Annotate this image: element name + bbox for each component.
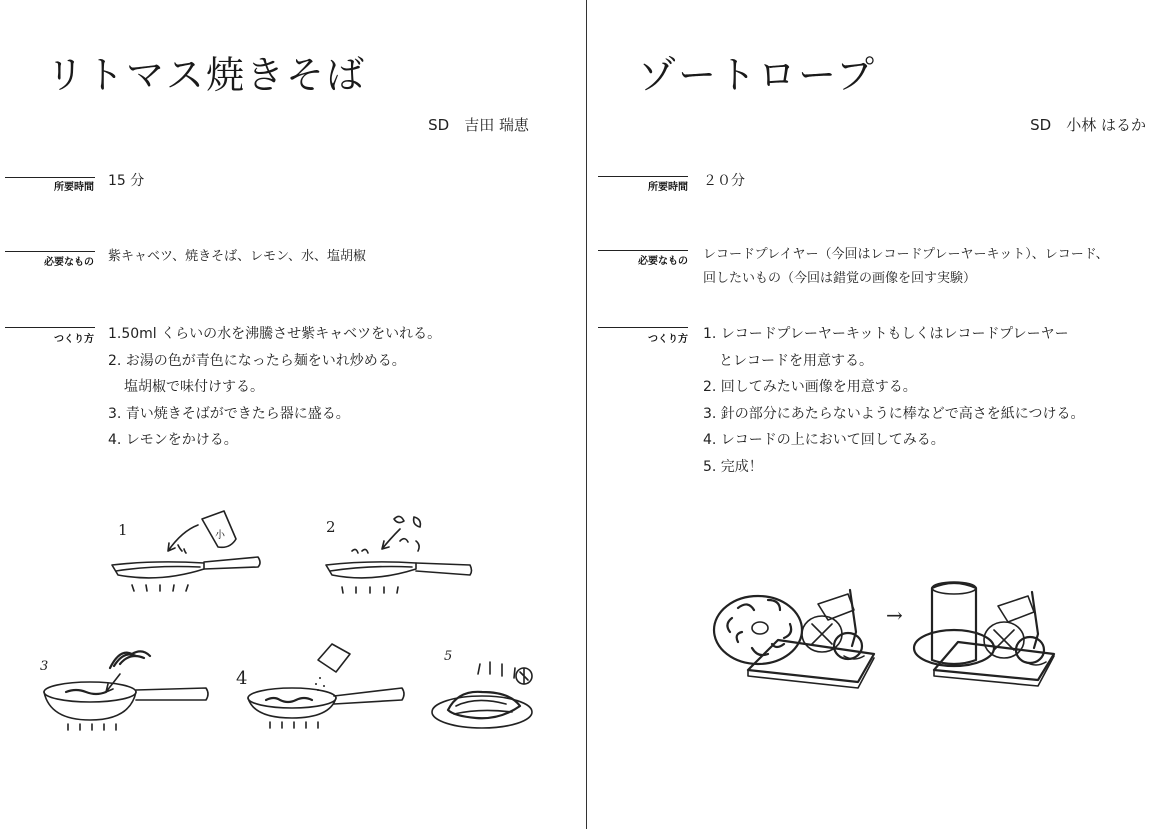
steps-label: つくり方 — [648, 334, 688, 345]
step-item: 3. 針の部分にあたらないように棒などで高さを紙につける。 — [703, 405, 1085, 422]
step-item: 1.50ml くらいの水を沸騰させ紫キャベツをいれる。 — [108, 326, 442, 342]
steps-label: つくり方 — [54, 334, 94, 345]
time-value: ２０分 — [703, 173, 745, 189]
time-label: 所要時間 — [648, 182, 688, 193]
steps-list — [108, 321, 441, 454]
step-item: 4. レコードの上において回してみる。 — [703, 432, 945, 448]
recipe-title: ゾートロープ — [638, 53, 877, 97]
time-label: 所要時間 — [54, 182, 94, 193]
cooking-illustration-bottom — [30, 640, 550, 740]
step-item: 塩胡椒で味付けする。 — [124, 379, 264, 395]
section-rule — [5, 327, 95, 328]
step-item: 2. お湯の色が青色になったら麺をいれ炒める。 — [108, 352, 406, 369]
section-rule — [598, 327, 688, 328]
time-value: 15 分 — [108, 173, 145, 189]
step-number: 1 — [118, 521, 128, 539]
arrow-glyph: → — [886, 603, 903, 627]
author-name: SD 吉田 瑞恵 — [428, 116, 529, 134]
left-page — [0, 0, 586, 829]
record-player-illustration — [708, 570, 1068, 695]
items-value: レコードプレイヤー（今回はレコードプレーヤーキット）、レコード、 回したいもの（今回は錯覚の画像を回す実験） — [703, 247, 1109, 286]
steps-list — [703, 321, 1085, 480]
right-page — [588, 0, 1174, 829]
step-item: 4. レモンをかける。 — [108, 432, 238, 448]
section-rule — [5, 251, 95, 252]
cooking-illustration-top — [100, 505, 490, 605]
author-name: SD 小林 はるか — [1030, 116, 1146, 134]
section-rule — [598, 176, 688, 177]
step-item: 5. 完成！ — [703, 458, 763, 475]
items-label: 必要なもの — [44, 257, 94, 268]
recipe-title: リトマス焼きそば — [46, 53, 367, 97]
step-number: 4 — [236, 668, 248, 689]
step-item: 1. レコードプレーヤーキットもしくはレコードプレーヤー — [703, 326, 1069, 342]
step-item: 2. 回してみたい画像を用意する。 — [703, 379, 917, 395]
items-label: 必要なもの — [638, 256, 688, 267]
step-number: 3 — [40, 659, 49, 674]
step-number: 5 — [444, 649, 453, 664]
step-number: 2 — [326, 518, 336, 536]
section-rule — [598, 250, 688, 251]
step-item: 3. 青い焼きそばができたら器に盛る。 — [108, 405, 350, 422]
items-value: 紫キャベツ、焼きそば、レモン、水、塩胡椒 — [108, 249, 367, 264]
page-divider — [586, 0, 587, 829]
cup-label: 小 — [215, 530, 225, 541]
step-item: とレコードを用意する。 — [719, 352, 873, 369]
